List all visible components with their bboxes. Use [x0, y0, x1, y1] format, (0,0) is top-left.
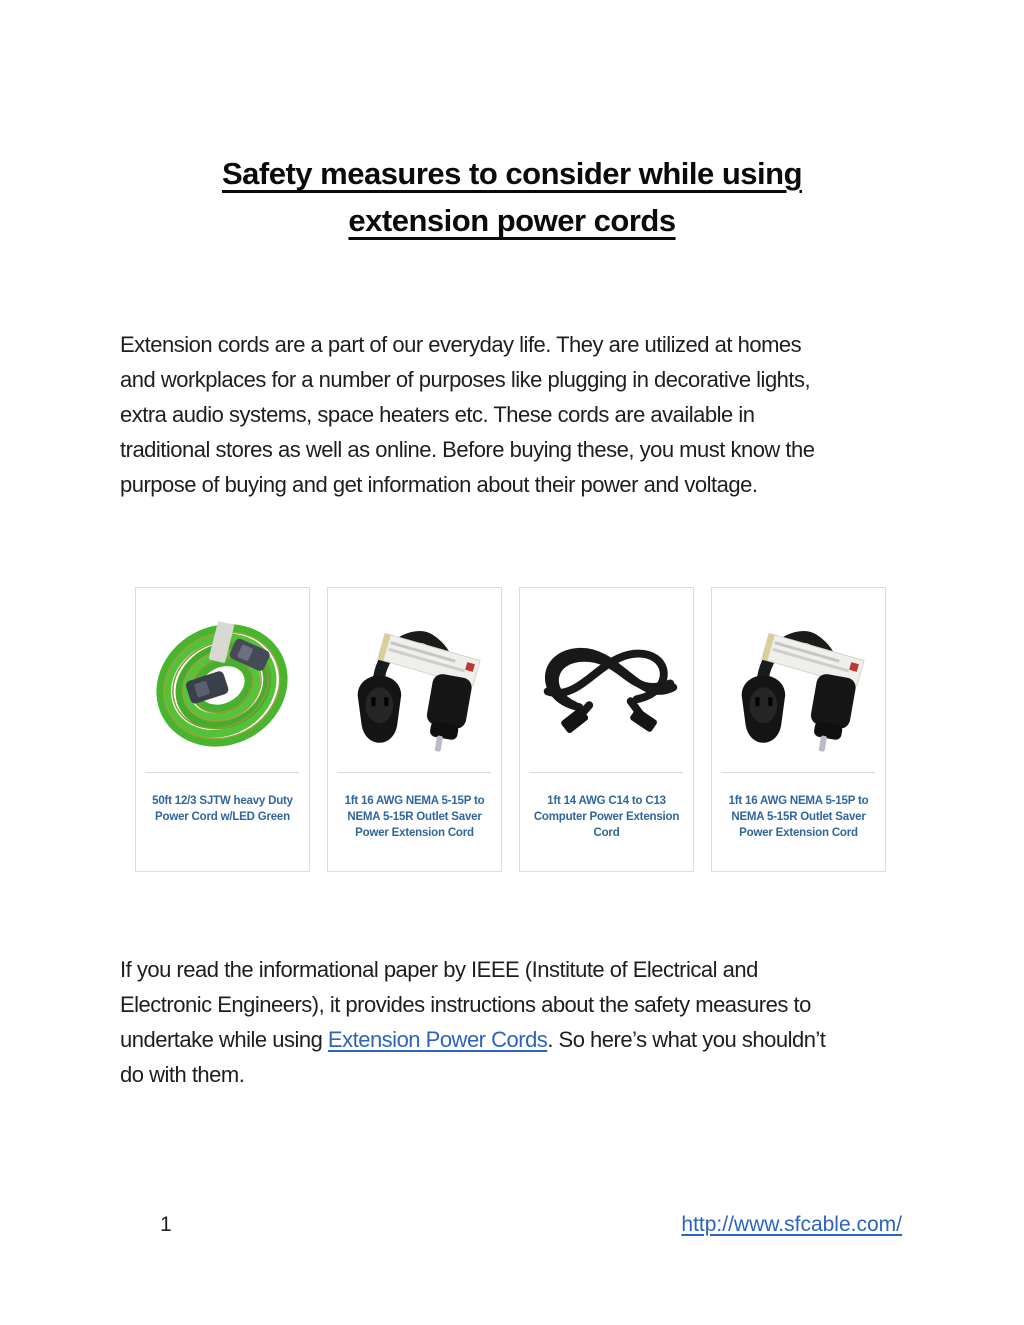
card-divider [722, 772, 875, 773]
product-caption-line: Computer Power Extension [533, 811, 680, 823]
product-card-outlet-saver [711, 587, 886, 872]
ieee-paragraph-text: . So here’s what you shouldn’t [547, 1027, 826, 1052]
product-card-row [135, 587, 886, 872]
product-caption [136, 793, 309, 825]
ieee-paragraph-text: undertake while using [120, 1027, 328, 1052]
product-caption-line: Power Extension Cord [355, 827, 474, 839]
page-title-line-2: extension power cords [348, 203, 676, 238]
product-caption [712, 793, 885, 841]
intro-paragraph-line: purpose of buying and get information about their power and voltage. [120, 472, 758, 497]
ieee-paragraph-line [120, 1022, 920, 1057]
product-card-green-cord [135, 587, 310, 872]
product-caption-line: 1ft 14 AWG C14 to C13 [547, 795, 666, 807]
product-card-computer-cable [519, 587, 694, 872]
product-caption-line: NEMA 5-15R Outlet Saver [731, 811, 866, 823]
product-caption-line: 50ft 12/3 SJTW heavy Duty [152, 795, 293, 807]
ieee-paragraph-line: Electronic Engineers), it provides instructions about the safety measures to [120, 992, 811, 1017]
page-title-line-1: Safety measures to consider while using [221, 156, 803, 191]
intro-paragraph-line: traditional stores as well as online. Before buying these, you must know the [120, 437, 815, 462]
card-divider [530, 772, 683, 773]
product-caption-line: NEMA 5-15R Outlet Saver [347, 811, 482, 823]
intro-paragraph-line: Extension cords are a part of our everyday life. They are utilized at homes [120, 332, 802, 357]
product-caption-line: Power Extension Cord [739, 827, 858, 839]
intro-paragraph-line: and workplaces for a number of purposes like plugging in decorative lights, [120, 367, 811, 392]
intro-paragraph [120, 327, 920, 502]
black-computer-power-cable-image [520, 588, 693, 772]
card-divider [146, 772, 299, 773]
black-outlet-saver-cord-image [328, 588, 501, 772]
product-caption-line: 1ft 16 AWG NEMA 5-15P to [344, 795, 485, 807]
product-caption [328, 793, 501, 841]
product-card-outlet-saver [327, 587, 502, 872]
green-coiled-power-cord-image [136, 588, 309, 772]
black-outlet-saver-cord-image [712, 588, 885, 772]
ieee-paragraph [120, 952, 920, 1092]
card-divider [338, 772, 491, 773]
intro-paragraph-line: extra audio systems, space heaters etc. These cords are available in [120, 402, 755, 427]
page-number: 1 [160, 1213, 172, 1236]
product-caption [520, 793, 693, 841]
ieee-paragraph-line: do with them. [120, 1062, 245, 1087]
page-title [0, 150, 1024, 244]
product-caption-line: Power Cord w/LED Green [155, 811, 290, 823]
product-caption-line: Cord [593, 827, 620, 839]
sfcable-site-link[interactable]: http://www.sfcable.com/ [681, 1213, 902, 1236]
product-caption-line: 1ft 16 AWG NEMA 5-15P to [728, 795, 869, 807]
ieee-paragraph-line: If you read the informational paper by IEEE (Institute of Electrical and [120, 957, 758, 982]
extension-power-cords-link[interactable]: Extension Power Cords [327, 1027, 548, 1052]
